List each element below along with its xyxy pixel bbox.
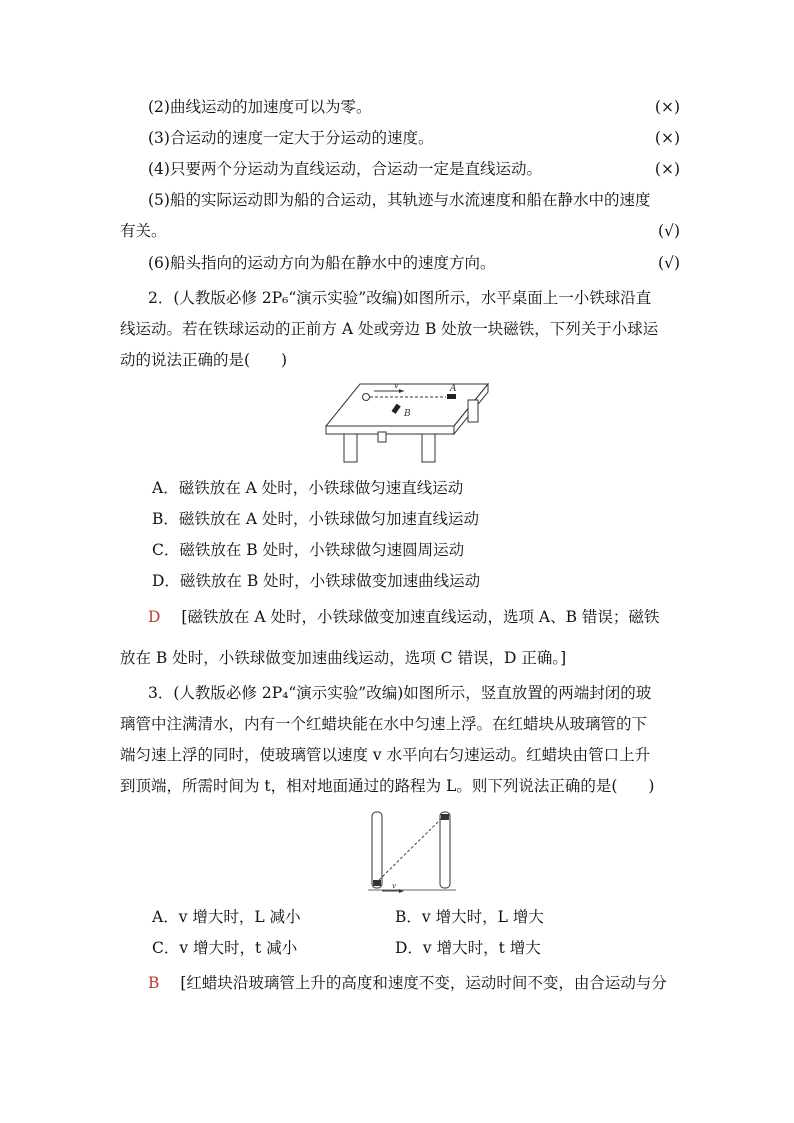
table-leg [468,400,478,422]
q2-option-b: B．磁铁放在 A 处时，小铁球做匀加速直线运动 [152,510,479,528]
table-leg [422,434,435,462]
answer-letter: D [148,608,161,626]
q2-stem-line-2: 线运动。若在铁球运动的正前方 A 处或旁边 B 处放一块磁铁，下列关于小球运 [120,320,659,338]
judgment-mark: (×) [654,160,680,178]
q2-answer-line-1: D [磁铁放在 A 处时，小铁球做变加速直线运动，选项 A、B 错误；磁铁 [148,608,660,626]
glass-tube-right [440,812,450,888]
q2-answer-line-2: 放在 B 处时，小铁球做变加速曲线运动，选项 C 错误，D 正确。] [120,649,567,667]
table-leg [378,432,386,442]
q2-option-a: A．磁铁放在 A 处时，小铁球做匀速直线运动 [152,479,464,497]
wax-path [379,818,442,880]
glass-tube-left [372,812,382,888]
q3-stem-line-4: 到顶端，所需时间为 t，相对地面通过的路程为 L。则下列说法正确的是( ) [120,777,655,795]
wax-block-start [373,880,381,886]
judgment-mark: (×) [654,129,680,147]
magnet-a [447,394,456,399]
label-b: B [404,409,411,419]
q2-stem-line-1: 2．(人教版必修 2P₆“演示实验”改编)如图所示，水平桌面上一小铁球沿直 [148,289,652,307]
judgment-item-4: (4)只要两个分运动为直线运动，合运动一定是直线运动。 (×) [148,160,680,178]
velocity-label: v [392,882,396,890]
glass-tube-figure [366,808,458,894]
judgment-mark: (√) [658,222,680,240]
arrowhead-icon [399,889,404,893]
judgment-mark: (×) [654,98,680,116]
q2-option-c: C．磁铁放在 B 处时，小铁球做匀速圆周运动 [152,541,465,559]
q3-option-b: B．v 增大时，L 增大 [395,908,544,926]
judgment-item-6: (6)船头指向的运动方向为船在静水中的速度方向。 (√) [148,254,680,272]
velocity-label: v [394,381,399,390]
answer-letter: B [148,974,160,992]
q3-stem-line-2: 璃管中注满清水，内有一个红蜡块能在水中匀速上浮。在红蜡块从玻璃管的下 [120,715,648,733]
judgment-item-2: (2)曲线运动的加速度可以为零。 (×) [148,98,680,116]
table-figure [322,378,492,466]
q2-stem-line-3: 动的说法正确的是( ) [120,351,288,369]
judgment-item-5: (5)船的实际运动即为船的合运动，其轨迹与水流速度和船在静水中的速度 [148,191,651,209]
q3-stem-line-1: 3．(人教版必修 2P₄“演示实验”改编)如图所示，竖直放置的两端封闭的玻 [148,684,652,702]
label-a: A [450,384,457,394]
judgment-mark: (√) [658,254,680,272]
judgment-item-3: (3)合运动的速度一定大于分运动的速度。 (×) [148,129,680,147]
wax-block-end [441,814,449,820]
table-edge-front [326,426,454,434]
q2-option-d: D．磁铁放在 B 处时，小铁球做变加速曲线运动 [152,572,481,590]
q3-option-c: C．v 增大时，t 减小 [152,939,298,957]
table-leg [344,434,357,462]
judgment-item-5-cont: 有关。 (√) [120,222,680,240]
iron-ball [363,394,370,401]
q3-option-d: D．v 增大时，t 增大 [395,939,541,957]
q3-option-a: A．v 增大时，L 减小 [152,908,301,926]
q3-answer-line-1: B [红蜡块沿玻璃管上升的高度和速度不变，运动时间不变，由合运动与分 [148,974,667,992]
q3-stem-line-3: 端匀速上浮的同时，使玻璃管以速度 v 水平向右匀速运动。红蜡块由管口上升 [120,746,651,764]
